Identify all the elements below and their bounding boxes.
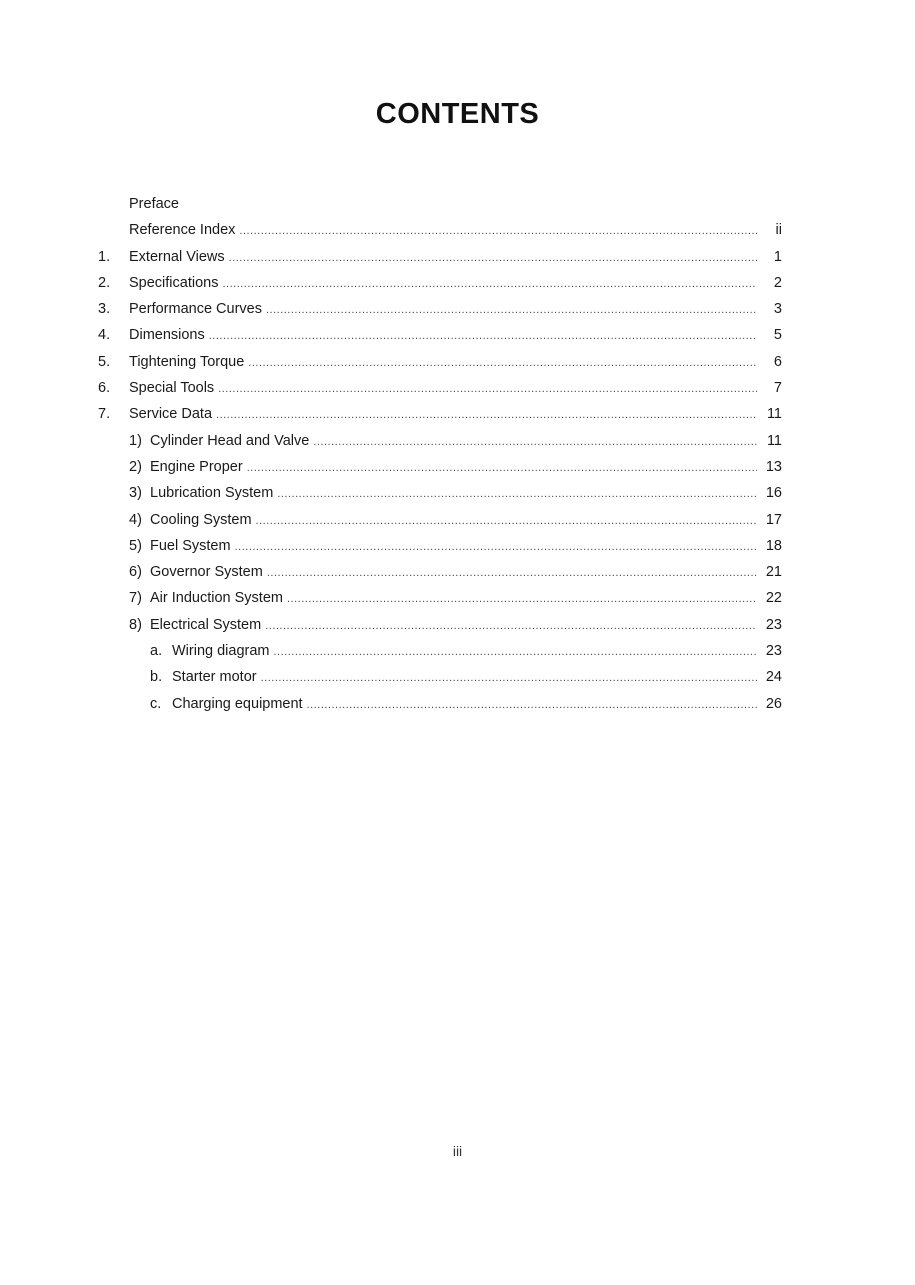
toc-entry-page: 23 <box>765 616 782 633</box>
toc-entry-number: 2) <box>129 458 142 475</box>
dot-leader <box>229 245 757 271</box>
toc-entry-line <box>150 612 757 639</box>
dot-leader <box>313 429 757 455</box>
toc-entry-page: 23 <box>765 643 782 660</box>
toc-entry-label: Cooling System <box>150 511 252 528</box>
toc-entry <box>0 401 915 427</box>
toc-entry-page: 16 <box>765 485 782 502</box>
toc-entry-page: 7 <box>773 380 782 397</box>
toc-entry-number: 7. <box>98 406 111 423</box>
toc-entry-line <box>150 428 757 455</box>
toc-entry-label: External Views <box>129 248 225 265</box>
toc-entry <box>0 585 915 611</box>
toc-entry-page: 11 <box>766 432 782 449</box>
toc-entry-label: Specifications <box>129 274 219 291</box>
dot-leader <box>266 297 757 323</box>
dot-leader <box>209 323 757 349</box>
toc-entry-label: Preface <box>129 196 179 212</box>
dot-leader <box>235 534 757 560</box>
toc-entry-number: 1. <box>98 248 111 265</box>
toc-entry-line <box>150 480 757 507</box>
toc-entry-label: Engine Proper <box>150 458 243 475</box>
dot-leader <box>218 376 757 402</box>
toc-entry <box>0 322 915 348</box>
toc-entry-number: 4) <box>129 511 142 528</box>
toc-entry-page: 5 <box>773 327 782 344</box>
toc-entry-page: ii <box>775 222 782 239</box>
dot-leader <box>256 508 757 534</box>
toc-entry-label: Reference Index <box>129 222 236 239</box>
toc-entry <box>0 507 915 533</box>
dot-leader <box>261 665 757 691</box>
toc-entry-number: c. <box>150 695 162 712</box>
dot-leader <box>247 455 757 481</box>
toc-entry-label: Service Data <box>129 406 213 423</box>
toc-entry-line <box>129 296 757 323</box>
toc-entry <box>0 428 915 454</box>
toc-entry-page: 6 <box>773 353 782 370</box>
toc-entry-label: Performance Curves <box>129 301 262 318</box>
dot-leader <box>267 560 757 586</box>
toc-entry <box>0 270 915 296</box>
toc-entry-line <box>129 322 757 349</box>
toc-entry-line <box>150 585 757 612</box>
toc-entry-label: Wiring diagram <box>172 643 270 660</box>
toc-entry-page: 26 <box>765 695 782 712</box>
toc-entry-page: 13 <box>765 458 782 475</box>
toc-entry-page: 24 <box>765 669 782 686</box>
toc-entry-page: 18 <box>765 537 782 554</box>
toc-entry <box>0 612 915 638</box>
toc-entry-number: a. <box>150 643 163 660</box>
toc-entry-page: 22 <box>765 590 782 607</box>
toc-entry-page: 2 <box>773 274 782 291</box>
toc-entry-number: 5) <box>129 537 142 554</box>
toc-entry-number: 3. <box>98 301 111 318</box>
toc-entry <box>0 375 915 401</box>
toc-entry-label: Fuel System <box>150 537 231 554</box>
toc-entry-label: Air Induction System <box>150 590 283 607</box>
dot-leader <box>248 350 757 376</box>
toc-entry-label: Electrical System <box>150 616 262 633</box>
page-number: iii <box>452 1143 463 1159</box>
toc-entry <box>0 244 915 270</box>
toc-entry-number: b. <box>150 669 163 686</box>
page-title: CONTENTS <box>375 98 540 130</box>
toc-entry <box>0 454 915 480</box>
toc-entry-line <box>172 691 757 718</box>
toc-entry-number: 6) <box>129 564 142 581</box>
toc-entry-number: 5. <box>98 353 111 370</box>
dot-leader <box>287 586 757 612</box>
toc-entry <box>0 349 915 375</box>
toc-entry-number: 3) <box>129 485 142 502</box>
toc-entry <box>0 559 915 585</box>
toc-entry <box>0 217 915 243</box>
table-of-contents <box>0 191 915 717</box>
toc-entry-label: Dimensions <box>129 327 205 344</box>
toc-entry <box>0 533 915 559</box>
dot-leader <box>307 692 757 718</box>
toc-entry-label: Governor System <box>150 564 263 581</box>
toc-entry-label: Special Tools <box>129 380 215 397</box>
toc-entry-label: Lubrication System <box>150 485 274 502</box>
toc-entry-line <box>150 533 757 560</box>
toc-entry-page: 17 <box>765 511 782 528</box>
toc-entry-number: 6. <box>98 380 111 397</box>
toc-entry-page: 3 <box>773 301 782 318</box>
toc-entry-label: Cylinder Head and Valve <box>150 432 310 449</box>
toc-entry-label: Charging equipment <box>172 695 303 712</box>
toc-entry-page: 11 <box>766 406 782 423</box>
toc-entry-page: 1 <box>773 248 782 265</box>
dot-leader <box>274 639 758 665</box>
toc-entry-line <box>172 664 757 691</box>
toc-entry-line <box>150 507 757 534</box>
toc-entry-line <box>129 191 757 217</box>
toc-entry-number: 8) <box>129 616 142 633</box>
dot-leader <box>265 613 757 639</box>
toc-entry-line <box>129 349 757 376</box>
dot-leader <box>216 402 757 428</box>
toc-entry <box>0 638 915 664</box>
toc-entry-number: 2. <box>98 274 111 291</box>
toc-entry-label: Starter motor <box>172 669 257 686</box>
toc-entry-line <box>150 454 757 481</box>
toc-entry-label: Tightening Torque <box>129 353 245 370</box>
toc-entry-line <box>129 270 757 297</box>
toc-entry-line <box>129 217 757 244</box>
toc-entry-line <box>150 559 757 586</box>
dot-leader <box>222 271 757 297</box>
toc-entry-number: 7) <box>129 590 142 607</box>
toc-entry <box>0 664 915 690</box>
toc-entry-number: 4. <box>98 327 111 344</box>
toc-entry-number: 1) <box>129 432 142 449</box>
toc-entry-line <box>129 375 757 402</box>
dot-leader <box>277 481 757 507</box>
dot-leader <box>239 218 757 244</box>
toc-entry-line <box>129 244 757 271</box>
toc-entry-page: 21 <box>765 564 782 581</box>
toc-entry-line <box>172 638 757 665</box>
toc-entry <box>0 480 915 506</box>
toc-entry <box>0 691 915 717</box>
toc-entry <box>0 296 915 322</box>
toc-entry <box>0 191 915 217</box>
toc-entry-line <box>129 401 757 428</box>
